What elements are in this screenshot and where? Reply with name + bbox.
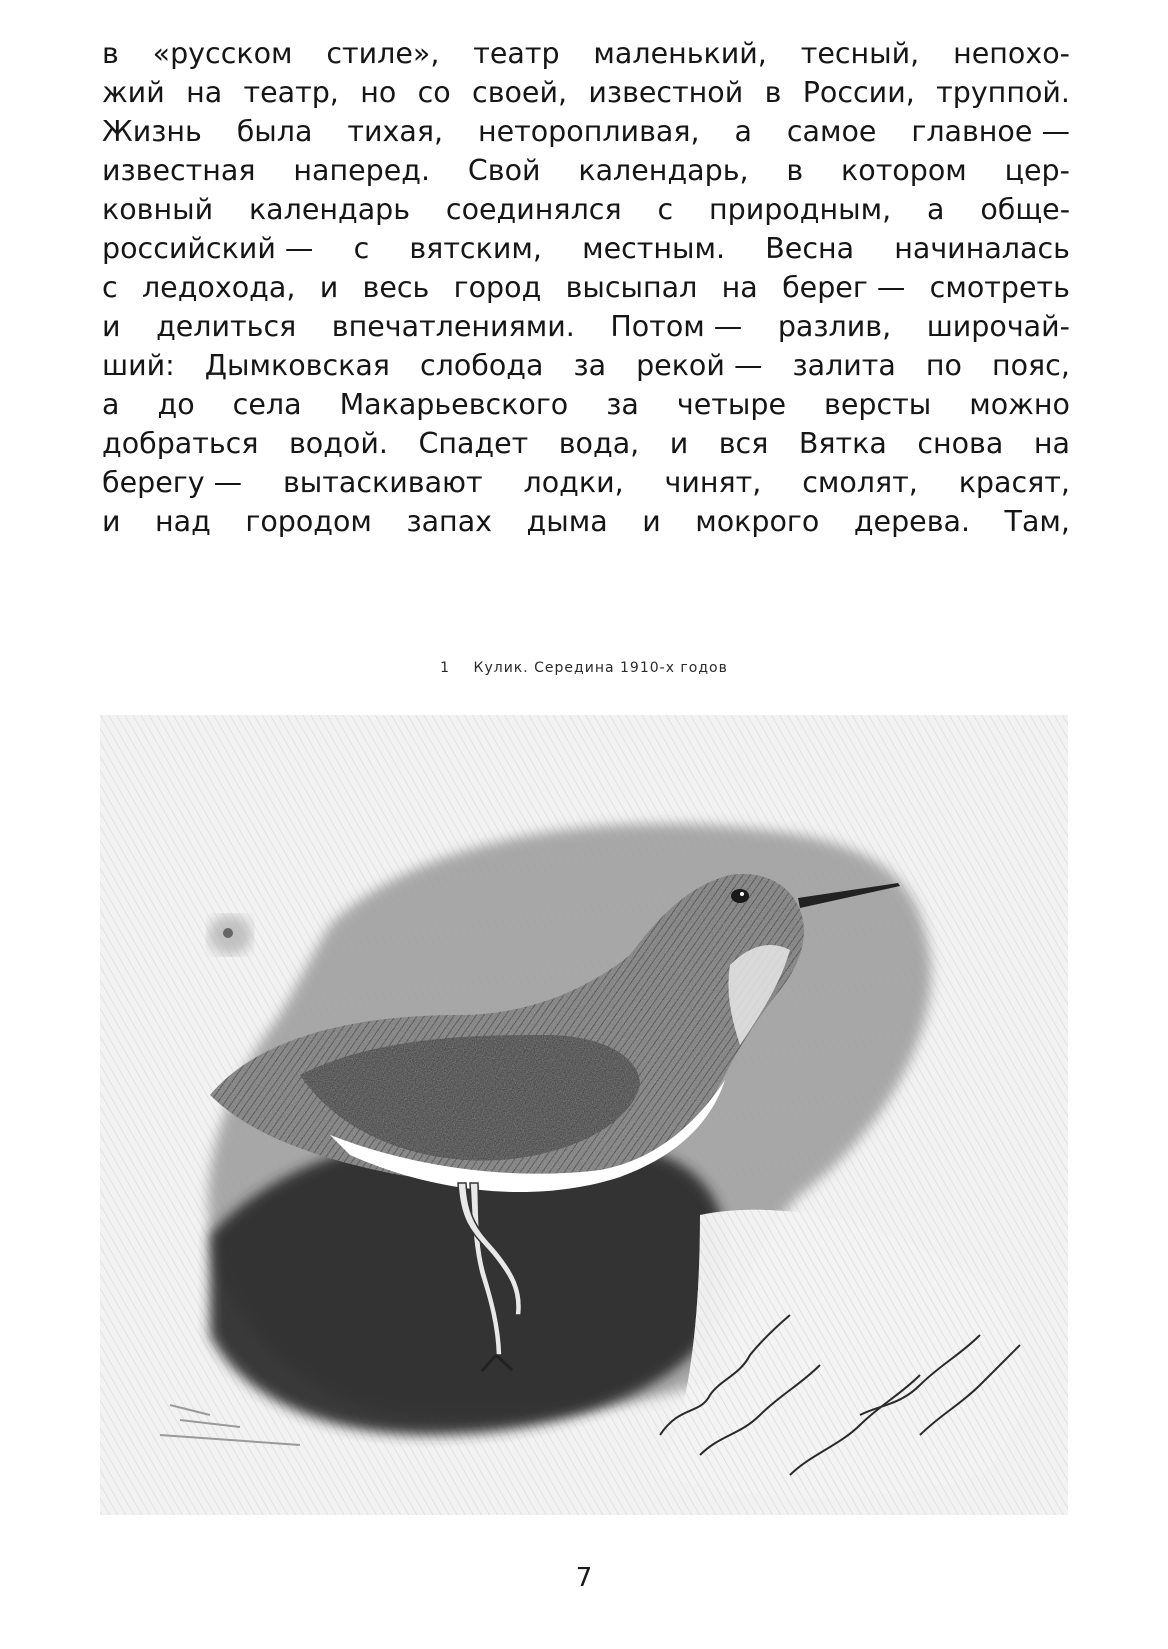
text-word: календарь,	[578, 154, 749, 187]
text-line	[102, 424, 1070, 463]
text-word: и	[102, 505, 121, 538]
text-word: Свой	[467, 154, 541, 187]
text-word: вся	[718, 427, 769, 460]
text-word: неторопливая,	[477, 115, 700, 148]
text-word: вятским,	[409, 232, 542, 265]
page-number: 7	[575, 1563, 593, 1593]
text-word: слобода	[419, 349, 544, 382]
text-word: но	[360, 76, 397, 109]
text-line	[102, 229, 1070, 268]
text-word: вытаскивают	[283, 466, 483, 499]
sandpiper-drawing	[100, 715, 1068, 1515]
text-word: на	[721, 271, 758, 304]
text-word: известная	[102, 154, 256, 187]
text-word: труппой.	[936, 76, 1070, 109]
text-line	[102, 502, 1070, 541]
text-word: делиться	[156, 310, 297, 343]
text-word: на	[1033, 427, 1070, 460]
text-word: а	[734, 115, 752, 148]
text-word: лодки,	[523, 466, 624, 499]
text-word: берег —	[782, 271, 906, 304]
text-word: смолят,	[802, 466, 918, 499]
text-word: местным.	[582, 232, 726, 265]
text-word: в	[764, 76, 782, 109]
text-word: по	[925, 349, 962, 382]
text-line	[102, 73, 1070, 112]
text-word: Дымковская	[204, 349, 390, 382]
text-word: водой.	[288, 427, 388, 460]
text-word: тихая,	[347, 115, 444, 148]
text-word: чинят,	[664, 466, 762, 499]
text-word: села	[232, 388, 302, 421]
text-word: Жизнь	[102, 115, 202, 148]
text-word: самое	[786, 115, 877, 148]
text-word: городом	[245, 505, 372, 538]
text-word: Там,	[1004, 505, 1070, 538]
text-word: дыма	[526, 505, 608, 538]
text-word: залита	[792, 349, 896, 382]
text-word: главное —	[911, 115, 1070, 148]
text-word: Спадет	[418, 427, 529, 460]
text-word: а	[927, 193, 945, 226]
text-word: красят,	[958, 466, 1070, 499]
text-word: и	[642, 505, 661, 538]
text-line	[102, 385, 1070, 424]
figure-caption	[0, 660, 1168, 676]
text-word: начиналась	[894, 232, 1070, 265]
text-word: можно	[969, 388, 1070, 421]
text-word: добраться	[102, 427, 259, 460]
text-word: театр,	[243, 76, 339, 109]
text-word: берегу —	[102, 466, 243, 499]
text-line	[102, 307, 1070, 346]
figure-number: 1	[440, 660, 451, 676]
text-word: ковный	[102, 193, 214, 226]
text-word: непохо-	[953, 37, 1070, 70]
text-word: версты	[824, 388, 932, 421]
text-line	[102, 190, 1070, 229]
text-word: ледохода,	[141, 271, 296, 304]
text-word: со	[417, 76, 451, 109]
text-word: мокрого	[695, 505, 820, 538]
text-word: ший:	[102, 349, 175, 382]
text-word: Потом —	[610, 310, 743, 343]
text-word: впечатлениями.	[331, 310, 575, 343]
text-word: маленький,	[593, 37, 767, 70]
text-word: на	[186, 76, 223, 109]
text-word: а	[102, 388, 120, 421]
text-word: снова	[917, 427, 1004, 460]
text-word: высыпал	[565, 271, 698, 304]
text-word: весь	[362, 271, 430, 304]
sandpiper-drawing-image	[100, 715, 1068, 1515]
text-word: широчай-	[926, 310, 1070, 343]
text-word: за	[573, 349, 607, 382]
body-text	[102, 34, 1070, 541]
text-word: своей,	[472, 76, 568, 109]
text-word: запах	[406, 505, 493, 538]
text-word: вода,	[558, 427, 640, 460]
text-word: Макарьевского	[339, 388, 569, 421]
text-word: тесный,	[800, 37, 920, 70]
text-line	[102, 346, 1070, 385]
text-word: с	[657, 193, 674, 226]
text-word: до	[157, 388, 195, 421]
text-word: в	[786, 154, 804, 187]
text-word: была	[236, 115, 313, 148]
text-word: Вятка	[798, 427, 887, 460]
text-word: жий	[102, 76, 165, 109]
text-word: известной	[588, 76, 744, 109]
text-word: природным,	[708, 193, 892, 226]
text-word: над	[155, 505, 211, 538]
figure-caption-text: Кулик. Середина 1910-х годов	[473, 660, 728, 676]
text-word: и	[102, 310, 121, 343]
text-word: соединялся	[445, 193, 622, 226]
text-line	[102, 112, 1070, 151]
text-word: в	[102, 37, 119, 70]
text-word: обще-	[980, 193, 1070, 226]
text-word: рекой —	[636, 349, 763, 382]
text-word: пояс,	[991, 349, 1070, 382]
text-word: «русском	[152, 37, 293, 70]
text-word: с	[353, 232, 370, 265]
text-word: России,	[802, 76, 915, 109]
text-word: и	[319, 271, 339, 304]
text-word: с	[102, 271, 118, 304]
text-word: и	[669, 427, 689, 460]
text-line	[102, 34, 1070, 73]
text-word: четыре	[676, 388, 787, 421]
text-line	[102, 463, 1070, 502]
text-word: котором	[841, 154, 967, 187]
text-line	[102, 268, 1070, 307]
text-word: город	[453, 271, 542, 304]
text-line	[102, 151, 1070, 190]
text-word: театр	[473, 37, 560, 70]
text-word: разлив,	[777, 310, 892, 343]
text-word: Весна	[765, 232, 855, 265]
text-word: календарь	[248, 193, 411, 226]
text-word: за	[606, 388, 639, 421]
text-word: наперед.	[293, 154, 431, 187]
text-word: российский —	[102, 232, 314, 265]
text-word: стиле»,	[326, 37, 440, 70]
text-word: дерева.	[853, 505, 971, 538]
text-word: смотреть	[929, 271, 1070, 304]
text-word: цер-	[1004, 154, 1070, 187]
